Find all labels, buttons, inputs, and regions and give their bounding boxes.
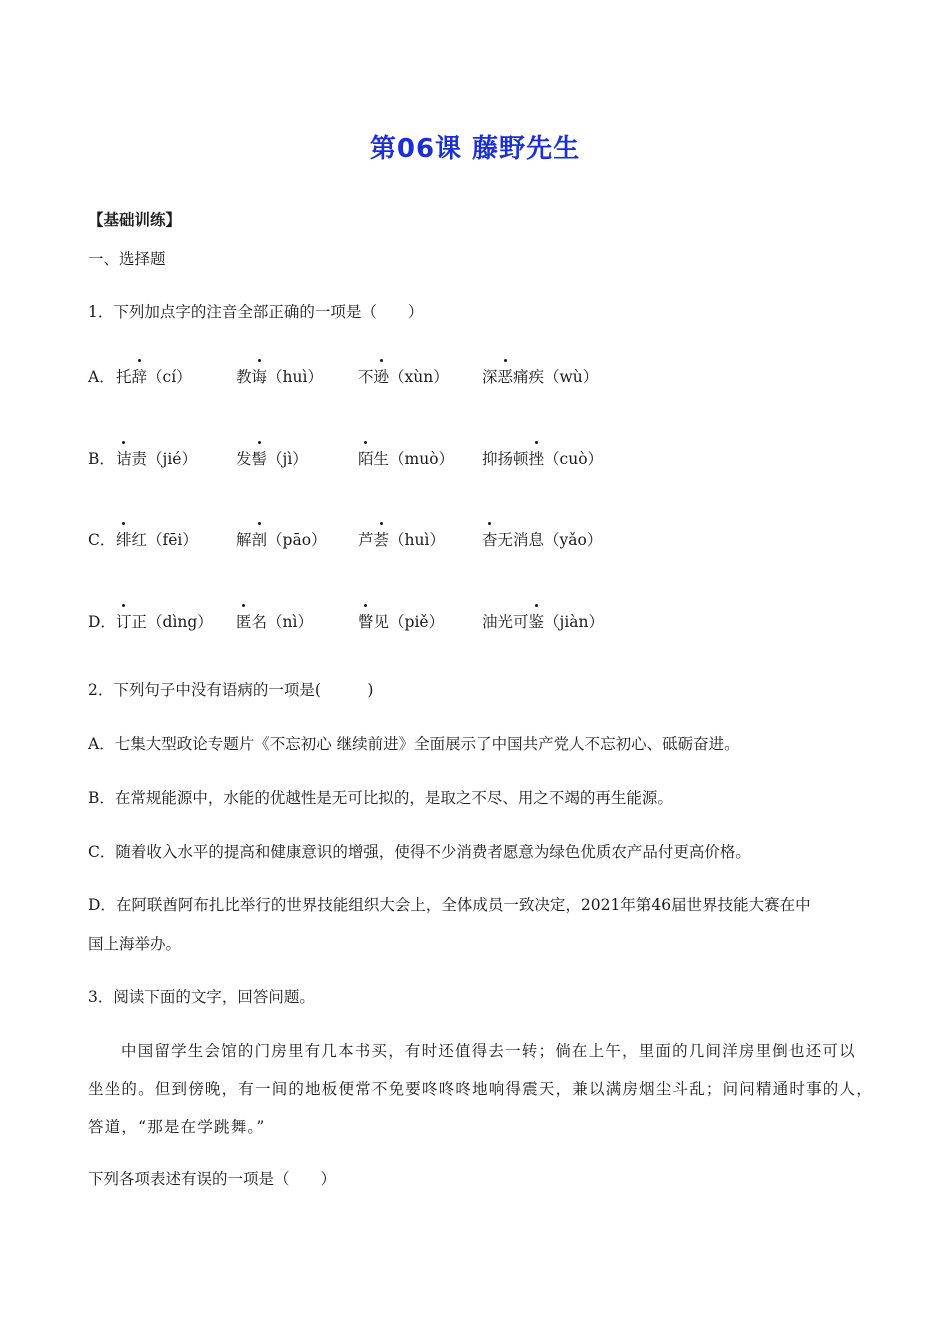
dotted-character: 订 bbox=[116, 610, 132, 632]
q1-option-item bbox=[358, 365, 449, 387]
q1-option-item bbox=[482, 610, 604, 632]
item-pinyin: 见（piě） bbox=[373, 613, 445, 631]
item-pinyin: （huì） bbox=[389, 531, 445, 549]
item-pinyin: （huì） bbox=[267, 368, 323, 386]
q1-option-item bbox=[236, 610, 313, 632]
dotted-character: 陌 bbox=[358, 447, 374, 469]
q1-option-item bbox=[236, 365, 323, 387]
q1-option-item bbox=[116, 365, 192, 387]
q2-stem: 2．下列句子中没有语病的一项是( ) bbox=[88, 681, 374, 699]
q1-option-label: B． bbox=[88, 450, 115, 468]
dotted-character: 辞 bbox=[132, 365, 148, 387]
part-heading: 一、选择题 bbox=[88, 250, 166, 268]
item-pinyin: （jì） bbox=[267, 450, 308, 468]
page-title: 第06课 藤野先生 bbox=[369, 134, 581, 164]
item-pinyin: 责（jié） bbox=[131, 450, 197, 468]
q2-option-c: C．随着收入水平的提高和健康意识的增强，使得不少消费者愿意为绿色优质农产品付更高价格。 bbox=[88, 843, 751, 861]
item-pinyin: （xùn） bbox=[389, 368, 449, 386]
item-pinyin: （pāo） bbox=[267, 531, 327, 549]
item-pinyin: 正（dìng） bbox=[131, 613, 213, 631]
item-text: 抑扬顿 bbox=[482, 450, 529, 468]
q1-option-item bbox=[482, 528, 602, 550]
item-pinyin: （cuò） bbox=[544, 450, 604, 468]
q1-option-item bbox=[358, 447, 454, 469]
q1-option-item bbox=[482, 365, 598, 387]
q2-option-d-line2: 国上海举办。 bbox=[88, 935, 182, 953]
q1-option-item bbox=[116, 528, 198, 550]
item-text: 深 bbox=[482, 368, 498, 386]
item-pinyin: 痛疾（wù） bbox=[513, 368, 599, 386]
dotted-character: 挫 bbox=[529, 447, 545, 469]
q3-passage-line3: 答道，“那是在学跳舞。” bbox=[88, 1118, 266, 1136]
q1-option-label: C． bbox=[88, 531, 116, 549]
q2-option-d-line1: D．在阿联酋阿布扎比举行的世界技能组织大会上，全体成员一致决定，2021年第46届世界技能大赛在中 bbox=[88, 896, 811, 914]
q1-stem: 1．下列加点字的注音全部正确的一项是（ ） bbox=[88, 303, 424, 321]
q1-option-item bbox=[116, 610, 213, 632]
item-pinyin: 无消息（yǎo） bbox=[497, 531, 603, 549]
q2-option-a: A．七集大型政论专题片《不忘初心 继续前进》全面展示了中国共产党人不忘初心、砥砺奋进。 bbox=[88, 735, 740, 753]
q1-option-item bbox=[358, 528, 445, 550]
q3-stem: 3．阅读下面的文字，回答问题。 bbox=[88, 988, 315, 1006]
q1-option-item bbox=[236, 528, 327, 550]
dotted-character: 鉴 bbox=[529, 610, 545, 632]
q1-option-item bbox=[116, 447, 197, 469]
q3-passage-line1: 中国留学生会馆的门房里有几本书买，有时还值得去一转；倘在上午，里面的几间洋房里倒也还可以 bbox=[121, 1042, 856, 1060]
item-pinyin: （jiàn） bbox=[544, 613, 605, 631]
q1-option-item bbox=[482, 447, 603, 469]
item-text: 芦 bbox=[358, 531, 374, 549]
item-pinyin: 生（muò） bbox=[373, 450, 455, 468]
item-text: 油光可 bbox=[482, 613, 529, 631]
item-pinyin: 红（fēi） bbox=[131, 531, 198, 549]
dotted-character: 逊 bbox=[374, 365, 390, 387]
dotted-character: 绯 bbox=[116, 528, 132, 550]
dotted-character: 剖 bbox=[252, 528, 268, 550]
item-text: 解 bbox=[236, 531, 252, 549]
item-pinyin: （cí） bbox=[147, 368, 192, 386]
section-heading: 【基础训练】 bbox=[88, 210, 182, 229]
item-text: 教 bbox=[236, 368, 252, 386]
q1-option-item bbox=[358, 610, 444, 632]
item-text: 托 bbox=[116, 368, 132, 386]
item-pinyin: 名（nì） bbox=[251, 613, 313, 631]
q3-passage-line2: 坐坐的。但到傍晚，有一间的地板便常不免要咚咚咚地响得震天，兼以满房烟尘斗乱；问问精通时事的人， bbox=[88, 1080, 873, 1098]
dotted-character: 髻 bbox=[252, 447, 268, 469]
dotted-character: 诲 bbox=[252, 365, 268, 387]
dotted-character: 匿 bbox=[236, 610, 252, 632]
q1-option-label: A． bbox=[88, 368, 115, 386]
dotted-character: 瞥 bbox=[358, 610, 374, 632]
q1-option-item bbox=[236, 447, 308, 469]
q3-question: 下列各项表述有误的一项是（ ） bbox=[88, 1170, 337, 1188]
item-text: 发 bbox=[236, 450, 252, 468]
q1-option-label: D． bbox=[88, 613, 116, 631]
q2-option-b: B．在常规能源中，水能的优越性是无可比拟的，是取之不尽、用之不竭的再生能源。 bbox=[88, 789, 673, 807]
dotted-character: 杳 bbox=[482, 528, 498, 550]
dotted-character: 恶 bbox=[498, 365, 514, 387]
dotted-character: 荟 bbox=[374, 528, 390, 550]
dotted-character: 诘 bbox=[116, 447, 132, 469]
item-text: 不 bbox=[358, 368, 374, 386]
